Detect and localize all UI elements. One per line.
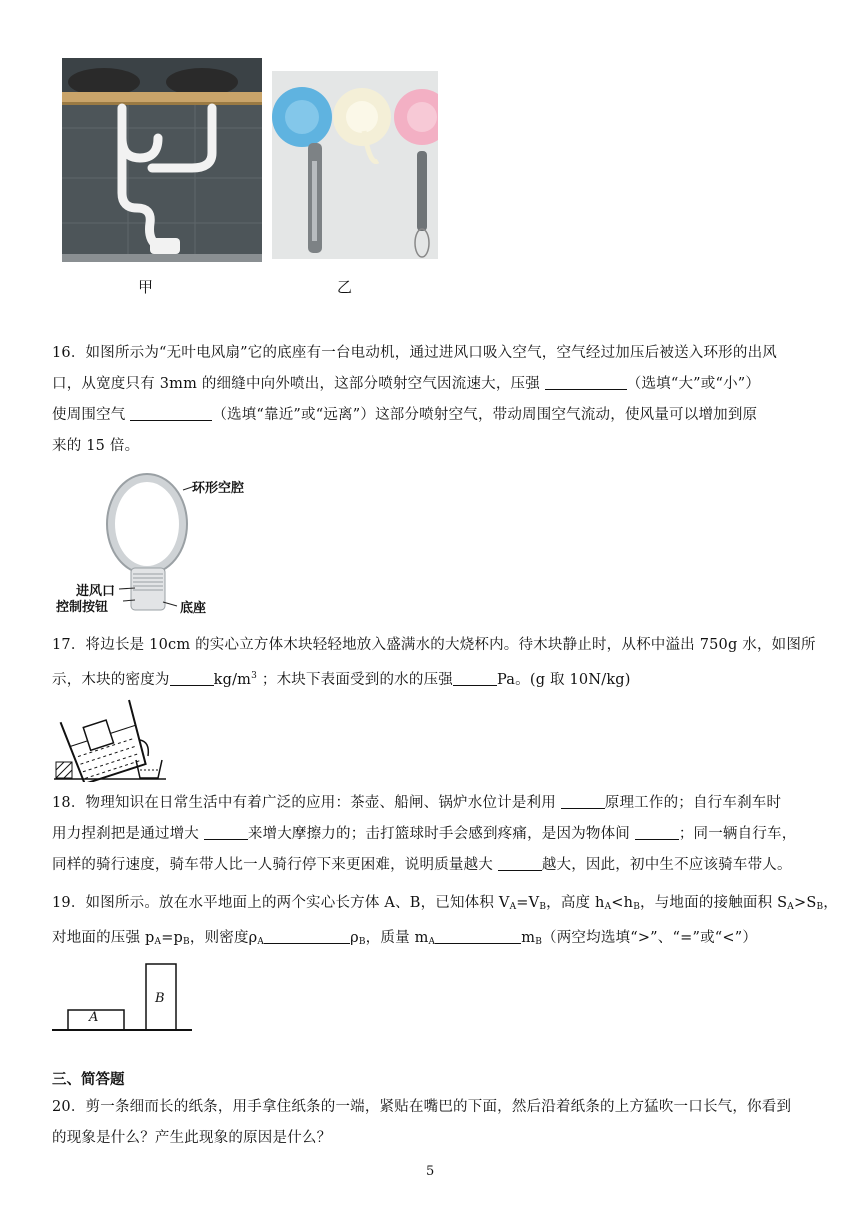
figure-yi-caption: 乙 <box>337 278 353 296</box>
q20-line-2: 的现象是什么？产生此现象的原因是什么？ <box>52 1130 332 1146</box>
block-label-b: B <box>155 991 165 1006</box>
q18-line-2b: 来增大摩擦力的；击打篮球时手会感到疼痛，是因为物体间 <box>247 826 631 842</box>
q18-line-3a: 同样的骑行速度，骑车带人比一人骑行停下来更困难，说明质量越大 <box>52 857 493 873</box>
q19-text: <h <box>611 895 634 911</box>
q19-text: ，高度 h <box>546 895 605 911</box>
q18-blank-force[interactable] <box>635 825 679 840</box>
q18-line-2c: ；同一辆自行车， <box>678 826 797 842</box>
q19-text: >S <box>793 895 817 911</box>
figure-blocks-ab <box>52 960 192 1034</box>
q17-blank-density[interactable] <box>170 671 214 686</box>
q16-line-4: 来的 15 倍。 <box>52 438 140 454</box>
q16-line-3b: （选填“靠近”或“远离”）这部分喷射空气，带动周围空气流动，使风量可以增加到原 <box>212 407 758 423</box>
q17-blank-pressure[interactable] <box>453 671 497 686</box>
section-title-short-answer: 三、简答题 <box>52 1072 125 1088</box>
q16-line-3a: 使周围空气 <box>52 407 126 423</box>
q19-sub: A <box>257 937 265 947</box>
q17-line-2c: ；木块下表面受到的水的压强 <box>261 671 453 688</box>
q19-sub: B <box>183 937 190 947</box>
q19-line-2c: ，则密度ρ <box>189 930 258 946</box>
q18-line-2a: 用力捏刹把是通过增大 <box>52 826 199 842</box>
q19-sub: A <box>787 902 794 912</box>
fan-label-annular-cavity: 环形空腔 <box>192 481 245 496</box>
q19-blank-density[interactable] <box>264 929 350 944</box>
q19-blank-mass[interactable] <box>435 929 521 944</box>
q16-line-1: 16．如图所示为“无叶电风扇”它的底座有一台电动机，通过进风口吸入空气，空气经过加压后被送入环形的出风 <box>52 345 777 361</box>
q18-blank-inertia[interactable] <box>498 856 542 871</box>
q19-sub: A <box>154 937 162 947</box>
q18-blank-friction[interactable] <box>204 825 248 840</box>
q19-sub: B <box>535 937 543 947</box>
q16-blank-direction[interactable] <box>130 406 212 421</box>
figure-jia-sink-drain <box>62 58 262 262</box>
q17-line-2d: Pa。(g 取 10N/kg) <box>496 671 631 688</box>
question-19 <box>52 888 838 958</box>
q19-sub: A <box>428 937 436 947</box>
q18-line-3b: 越大，因此，初中生不应该骑车带人。 <box>541 857 792 873</box>
fan-label-base: 底座 <box>180 601 207 616</box>
q19-line-1: 19．如图所示。放在水平地面上的两个实心长方体 A、B，已知体积 V <box>52 895 510 911</box>
figure-jia-caption: 甲 <box>138 278 154 296</box>
q18-blank-principle[interactable] <box>561 794 605 809</box>
q19-sub: A <box>604 902 612 912</box>
q17-line-2a: 示，木块的密度为 <box>52 671 170 688</box>
fan-label-air-inlet: 进风口 <box>76 584 116 599</box>
figure-overflow-beaker <box>54 696 166 782</box>
q19-line-2f: m <box>521 930 536 946</box>
q18-line-1b: 原理工作的；自行车刹车时 <box>604 795 782 811</box>
question-20 <box>52 1092 812 1154</box>
page-number: 5 <box>426 1164 435 1179</box>
q16-blank-pressure[interactable] <box>545 375 627 390</box>
q16-line-2: 口，从宽度只有 3mm 的细缝中向外喷出，这部分喷射空气因流速大，压强 <box>52 376 540 392</box>
q19-sub: B <box>539 902 547 912</box>
q19-sub: B <box>816 902 824 912</box>
q20-line-1: 20．剪一条细而长的纸条，用手拿住纸条的一端，紧贴在嘴巴的下面，然后沿着纸条的上方猛吹一口长气，你看到 <box>52 1099 792 1115</box>
q19-line-2a: 对地面的压强 p <box>52 930 155 946</box>
q17-unit-sup: 3 <box>251 671 258 681</box>
q19-line-2g: （两空均选填“>”、“=”或“<”） <box>542 930 758 946</box>
question-18 <box>52 788 812 881</box>
q19-text: ，与地面的接触面积 S <box>640 895 788 911</box>
q19-line-2b: =p <box>161 930 184 946</box>
q17-line-1: 17．将边长是 10cm 的实心立方体木块轻轻地放入盛满水的大烧杯内。待木块静止时，从杯中溢出 750g 水，如图所 <box>52 637 816 653</box>
q19-sub: A <box>509 902 517 912</box>
q18-line-1a: 18．物理知识在日常生活中有着广泛的应用：茶壶、船闸、锅炉水位计是利用 <box>52 795 556 811</box>
q19-line-2e: ，质量 m <box>365 930 429 946</box>
q19-text: =V <box>516 895 540 911</box>
question-16 <box>52 338 812 462</box>
block-label-a: A <box>89 1010 99 1025</box>
figure-yi-suction-hooks <box>272 71 438 259</box>
q17-line-2b: kg/m <box>213 671 252 688</box>
q19-sub: B <box>633 902 641 912</box>
q19-line-2d: ρ <box>350 930 359 946</box>
q19-text: ， <box>823 895 838 911</box>
q16-line-2b: （选填“大”或“小”） <box>626 376 761 392</box>
question-17 <box>52 630 816 696</box>
fan-label-control-button: 控制按钮 <box>56 600 109 615</box>
q19-sub: B <box>358 937 366 947</box>
